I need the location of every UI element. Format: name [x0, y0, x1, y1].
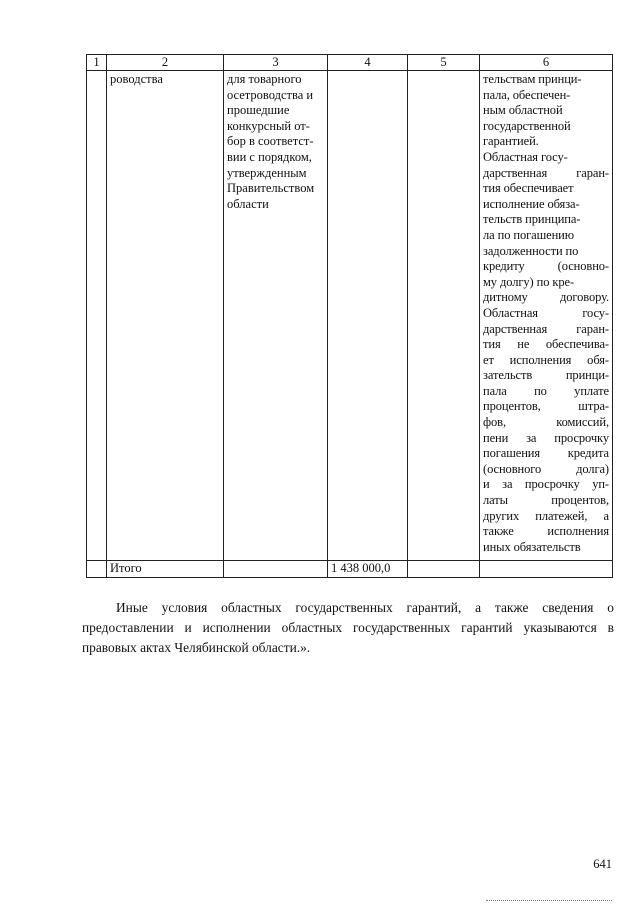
col6-line: тельств принципа-: [483, 212, 581, 227]
cell-col2: роводства: [107, 71, 224, 561]
col6-line: му долгу) по кре-: [483, 274, 575, 289]
col6-line: тия обеспечивает: [483, 181, 574, 196]
total-cell-col1: [87, 561, 107, 578]
col6-line: погашения кредита: [483, 446, 609, 461]
cell-col6: [480, 71, 613, 561]
total-cell-col3: [224, 561, 328, 578]
table-header-row: [87, 55, 613, 71]
col6-line: исполнение обяза-: [483, 196, 580, 211]
total-cell-col6: [480, 561, 613, 578]
col6-line: дитному договору.: [483, 290, 609, 305]
col6-line: также исполнения: [483, 524, 609, 539]
col6-line: ным областной: [483, 103, 563, 118]
col6-line: иных обязательств: [483, 539, 581, 554]
total-cell-col5: [408, 561, 480, 578]
col6-line: фов, комиссий,: [483, 415, 609, 430]
col6-line: Областная госу-: [483, 149, 568, 164]
closing-paragraph: [82, 598, 614, 658]
col6-line: Областная госу-: [483, 305, 609, 320]
col6-line: тельствам принци-: [483, 72, 582, 86]
col6-line: тия не обеспечива-: [483, 337, 609, 352]
paragraph-text: Иные условия областных государственных гарантий, а также сведения о предоставлении и исполнении областных государственных гарантий указываются в правовых актах Челябинской области.».: [82, 600, 614, 655]
header-cell-2: 2: [107, 55, 224, 71]
col6-line: (основного долга): [483, 461, 609, 476]
table-total-row: [87, 561, 613, 578]
col6-line: кредиту (основно-: [483, 259, 609, 274]
footer-dotted-line: [486, 900, 612, 901]
col6-text-lines: [483, 72, 609, 555]
cell-col4: [328, 71, 408, 561]
page-number: 641: [593, 857, 612, 871]
col6-line: дарственная гаран-: [483, 165, 609, 180]
total-label: Итого: [107, 561, 224, 578]
cell-col5: [408, 71, 480, 561]
table-row: [87, 71, 613, 561]
col6-line: пала по уплате: [483, 383, 609, 398]
col6-line: задолженности по: [483, 243, 579, 258]
header-cell-1: 1: [87, 55, 107, 71]
col6-line: ет исполнения обя-: [483, 352, 609, 367]
col6-line: пени за просрочку: [483, 430, 609, 445]
cell-col3: для товарного осетроводства и прошедшие конкурсный от- бор в соответст- вии с порядком, утвержденным Правительством области: [224, 71, 328, 561]
col6-line: государственной: [483, 118, 571, 133]
col6-line: процентов, штра-: [483, 399, 609, 414]
col6-line: и за просрочку уп-: [483, 477, 609, 492]
header-cell-6: 6: [480, 55, 613, 71]
header-cell-3: 3: [224, 55, 328, 71]
header-cell-4: 4: [328, 55, 408, 71]
col6-line: гарантией.: [483, 134, 539, 149]
cell-col1: [87, 71, 107, 561]
col6-line: ла по погашению: [483, 227, 574, 242]
guarantee-table: [86, 54, 613, 578]
col6-line: пала, обеспечен-: [483, 87, 571, 102]
header-cell-5: 5: [408, 55, 480, 71]
col6-line: латы процентов,: [483, 493, 609, 508]
total-amount: 1 438 000,0: [328, 561, 408, 578]
col6-line: зательств принци-: [483, 368, 609, 383]
col6-line: дарственная гаран-: [483, 321, 609, 336]
col6-line: других платежей, а: [483, 508, 609, 523]
